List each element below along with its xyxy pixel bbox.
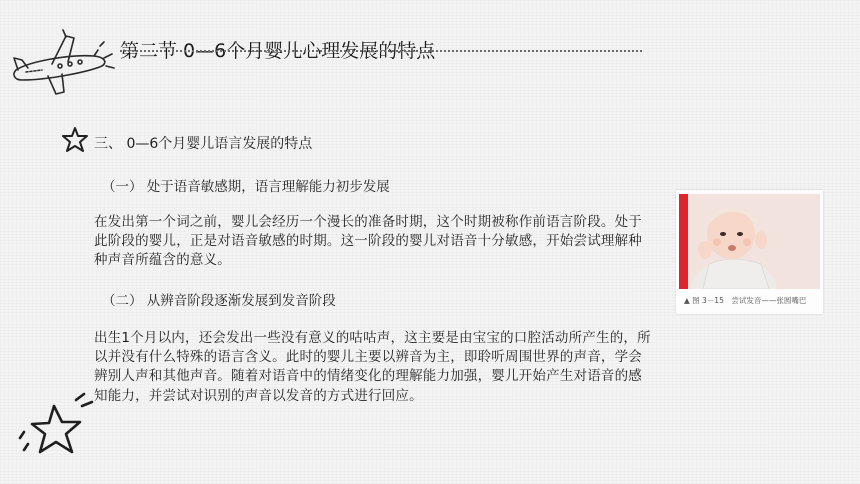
title-divider [120,50,642,52]
subheading-1: （一） 处于语音敏感期，语言理解能力初步发展 [102,179,390,195]
airplane-icon [8,20,116,100]
baby-photo-card [676,190,823,314]
baby-photo [679,194,820,289]
star-icon-small [60,126,90,154]
baby-illustration [679,194,820,289]
star-icon-large [18,392,98,464]
page-title: 第二节 0—6个月婴儿心理发展的特点 [120,40,436,62]
paragraph-2: 出生1个月以内，还会发出一些没有意义的咕咕声，这主要是由宝宝的口腔活动所产生的，所以并没有什么特殊的语言含义。此时的婴儿主要以辨音为主，即聆听周围世界的声音，学会辨别人声和其他声音。随着对语音中的情绪变化的理解能力加强，婴儿开始产生对语音的感知能力，并尝试对识别的声音以发音的方式进行回应。 [94,330,651,404]
figure-caption: ▲ 图 3－15 尝试发音——张圆嘴巴 [684,296,807,305]
paragraph-1: 在发出第一个词之前，婴儿会经历一个漫长的准备时期，这个时期被称作前语言阶段。处于此阶段的婴儿，正是对语音敏感的时期。这一阶段的婴儿对语音十分敏感，开始尝试理解种种声音所蕴含的意义。 [94,214,642,269]
section-heading: 三、 0—6个月婴儿语言发展的特点 [94,136,313,152]
subheading-2: （二） 从辨音阶段逐渐发展到发音阶段 [102,293,336,309]
